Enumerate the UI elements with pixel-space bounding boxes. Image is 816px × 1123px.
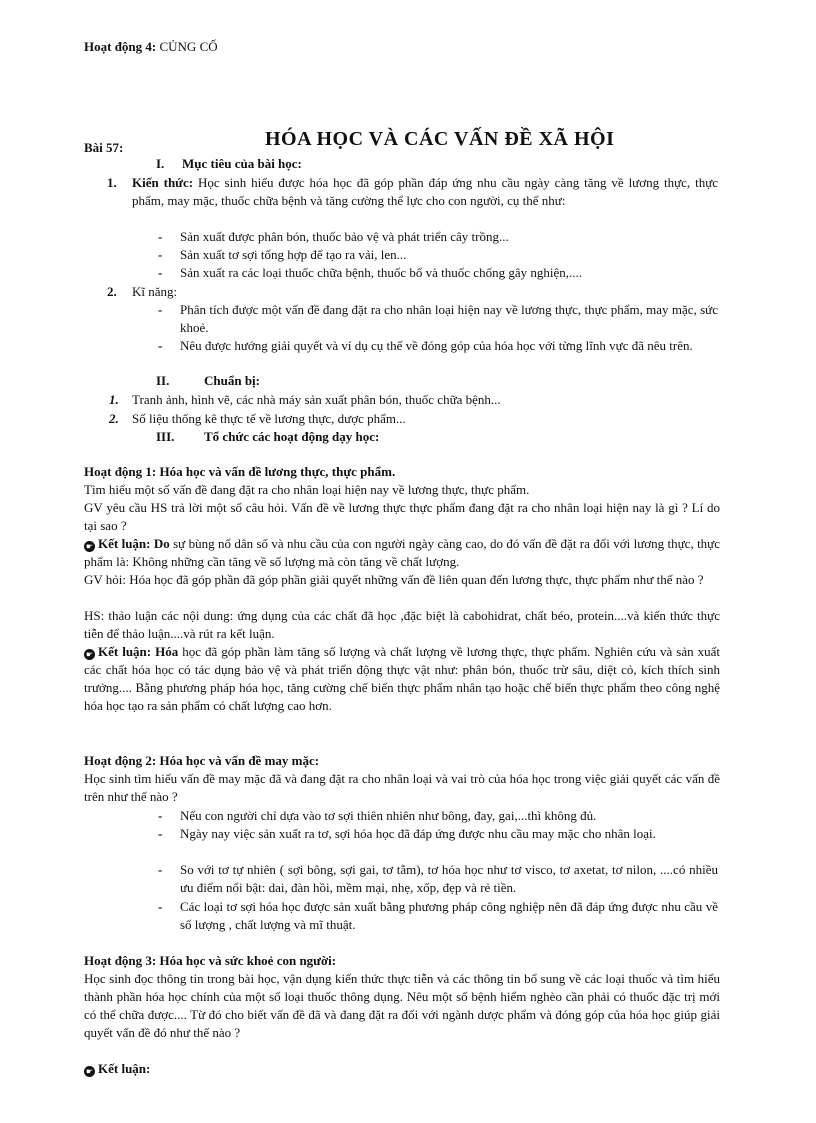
knowledge-number: 1.	[107, 175, 117, 190]
list-item: Phân tích được một vấn đề đang đặt ra cho nhân loại hiện nay về lương thực, thực phẩm, may mặc, sức khoẻ.	[180, 302, 718, 335]
paragraph: Tìm hiểu một số vấn đề đang đặt ra cho nhân loại hiện nay về lương thực, thực phẩm.	[84, 482, 530, 497]
hand-pointer-icon: ☛	[85, 1067, 94, 1076]
list-item: Sản xuất ra các loại thuốc chữa bệnh, thuốc bổ và thuốc chống gây nghiện,....	[180, 265, 582, 280]
section-1-heading: Mục tiêu của bài học:	[182, 156, 302, 171]
list-item: So với tơ tự nhiên ( sợi bông, sợi gai, tơ tằm), tơ hóa học như tơ visco, tơ axetat, tơ nilon, ....có nhiều ưu điểm nổi bật: dai, đàn hồi, mềm mại, nhẹ, xốp, đẹp và rẻ tiền.	[180, 862, 718, 895]
paragraph: HS: thảo luận các nội dung: ứng dụng của các chất đã học ,đặc biệt là cabohidrat, chất béo, protein....và kiến thức thực tiễn để thảo luận....và rút ra kết luận.	[84, 608, 720, 641]
hand-pointer-icon: ☛	[85, 650, 94, 659]
list-item: Số liệu thống kê thực tế về lương thực, dược phẩm...	[132, 411, 406, 426]
dash-bullet: -	[158, 862, 163, 877]
conclusion-3: ☛ Kết luận:	[85, 1061, 151, 1076]
lesson-number: Bài 57:	[84, 140, 124, 155]
paragraph: Học sinh đọc thông tin trong bài học, vận dụng kiến thức thực tiễn và các thông tin bổ sung về các loại thuốc và tìm hiểu thành phần hóa học chính của một số loại thuốc thông dụng. Nêu một số bệnh hiểm nghèo cần phải có thuốc đặc trị mới có thể chữa được.... Từ đó cho biết vấn đề đã và đang đặt ra đối với ngành dược phẩm và đóng góp của hóa học giúp giải quyết vấn đề đó như thế nào ?	[84, 971, 720, 1040]
section-1-roman: I.	[156, 156, 165, 171]
dash-bullet: -	[158, 265, 163, 280]
section-3-roman: III.	[156, 429, 175, 444]
knowledge-paragraph: Kiến thức: Học sinh hiểu được hóa học đã góp phần đáp ứng nhu cầu ngày càng tăng về lương thực, thực phẩm, may mặc, thuốc chữa bệnh và tăng cường thể lực cho con người, cụ thể như:	[132, 175, 719, 208]
list-item: Tranh ảnh, hình vẽ, các nhà máy sản xuất phân bón, thuốc chữa bệnh...	[132, 392, 501, 407]
paragraph: Học sinh tìm hiểu vấn đề may mặc đã và đang đặt ra cho nhân loại và vai trò của hóa học trong việc giải quyết các vấn đề trên như thế nào ?	[84, 771, 720, 804]
dash-bullet: -	[158, 808, 163, 823]
activity-3-heading: Hoạt động 3: Hóa học và sức khoẻ con người:	[84, 953, 337, 968]
section-2-roman: II.	[156, 373, 170, 388]
activity-4-heading: Hoạt động 4: CỦNG CỐ	[84, 39, 218, 54]
conclusion-2: ☛ Kết luận: Hóa học đã góp phần làm tăng số lượng và chất lượng về lương thực, thực phẩm. Nghiên cứu và sản xuất các chất hóa học có tác dụng bảo vệ và phát triển động thực vật như: phân bón, thuốc trừ sâu, diệt cỏ, kích thích sinh trưởng.... Bằng phương pháp hóa học, tăng cường chế biến thực phẩm nhân tạo hoặc chế biến thực phẩm theo công nghệ hóa học tạo ra sản phẩm có chất lượng cao hơn.	[84, 644, 720, 713]
list-item: Các loại tơ sợi hóa học được sản xuất bằng phương pháp công nghiệp nên đã đáp ứng được nhu cầu về số lượng , chất lượng và mĩ thuật.	[180, 899, 718, 932]
list-item: Nêu được hướng giải quyết và ví dụ cụ thể về đóng góp của hóa học với từng lĩnh vực đã nêu trên.	[180, 338, 693, 353]
section-3-heading: Tổ chức các hoạt động dạy học:	[204, 429, 380, 444]
skill-number: 2.	[107, 284, 117, 299]
dash-bullet: -	[158, 899, 163, 914]
list-item: Ngày nay việc sản xuất ra tơ, sợi hóa học đã đáp ứng được nhu cầu may mặc cho nhân loại.	[180, 826, 656, 841]
dash-bullet: -	[158, 338, 163, 353]
page-title: HÓA HỌC VÀ CÁC VẤN ĐỀ XÃ HỘI	[265, 128, 615, 150]
activity-1-heading: Hoạt động 1: Hóa học và vấn đề lương thực, thực phẩm.	[84, 464, 396, 479]
dash-bullet: -	[158, 247, 163, 262]
section-2-heading: Chuẩn bị:	[204, 373, 260, 388]
dash-bullet: -	[158, 229, 163, 244]
prep-number: 1.	[109, 392, 119, 407]
hand-pointer-icon: ☛	[85, 542, 94, 551]
dash-bullet: -	[158, 826, 163, 841]
skill-label: Kĩ năng:	[132, 284, 178, 299]
conclusion-1: ☛ Kết luận: Do sự bùng nổ dân số và nhu cầu của con người ngày càng cao, do đó vấn đề đặt ra đối với lương thực, thực phẩm là: Không những cần tăng về số lượng mà còn tăng về chất lượng.	[84, 536, 720, 569]
activity-2-heading: Hoạt động 2: Hóa học và vấn đề may mặc:	[84, 753, 320, 768]
paragraph: GV hỏi: Hóa học đã góp phần đã góp phần giải quyết những vấn đề liên quan đến lương thực, thực phẩm như thế nào ?	[84, 572, 704, 587]
list-item: Nếu con người chỉ dựa vào tơ sợi thiên nhiên như bông, đay, gai,...thì không đủ.	[180, 808, 597, 823]
list-item: Sản xuất được phân bón, thuốc bảo vệ và phát triển cây trồng...	[180, 229, 509, 244]
dash-bullet: -	[158, 302, 163, 317]
list-item: Sản xuất tơ sợi tổng hợp để tạo ra vải, len...	[180, 247, 407, 262]
paragraph: GV yêu cầu HS trả lời một số câu hỏi. Vấn đề về lương thực thực phẩm đang đặt ra cho nhân loại hiện nay là gì ? Lí do tại sao ?	[84, 500, 720, 533]
prep-number: 2.	[109, 411, 119, 426]
